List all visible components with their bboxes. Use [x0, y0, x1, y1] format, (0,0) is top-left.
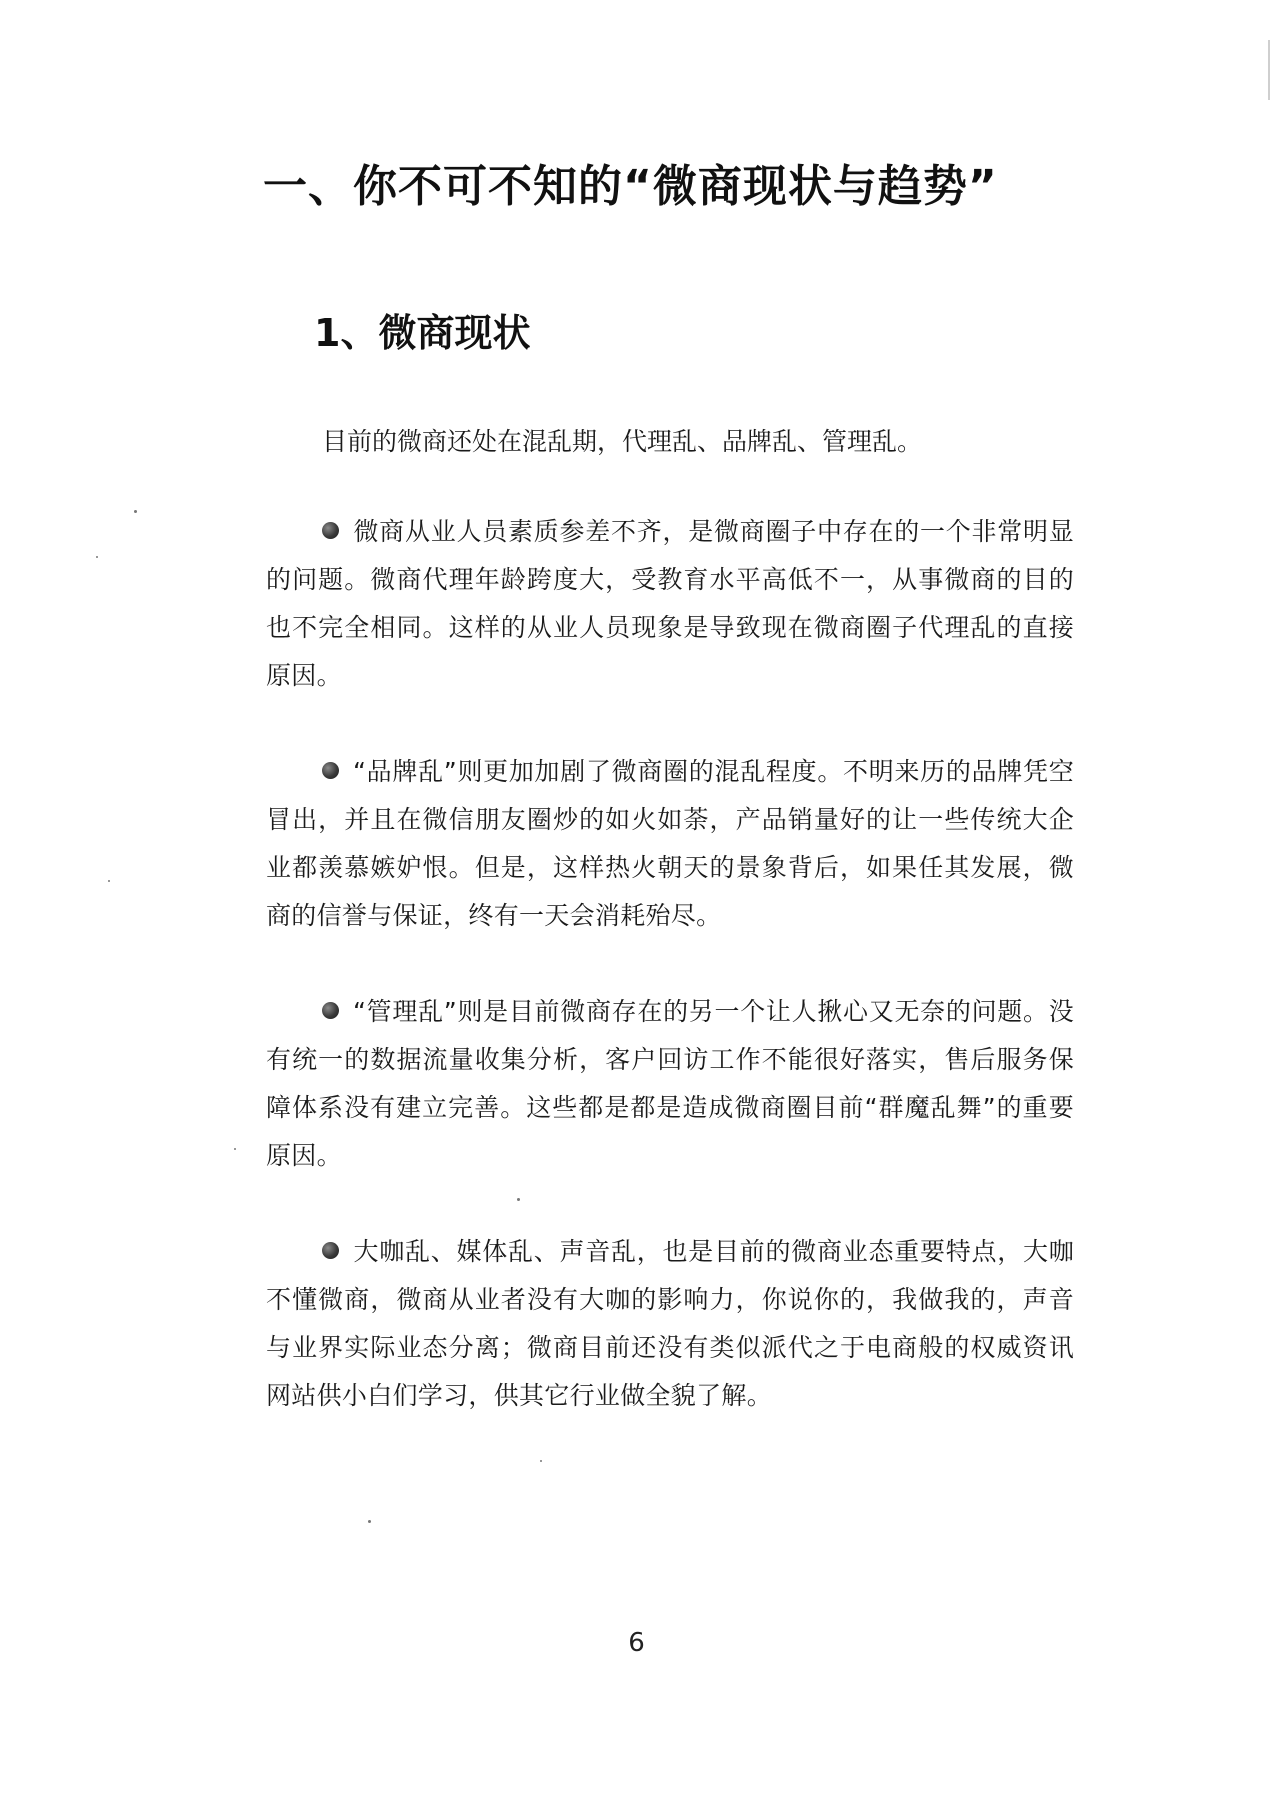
bullet-paragraph: [266, 1228, 1074, 1420]
scan-speck: [96, 556, 98, 558]
paragraph-text: 大咖乱、媒体乱、声音乱，也是目前的微商业态重要特点，大咖不懂微商，微商从业者没有大咖的影响力，你说你的，我做我的，声音与业界实际业态分离；微商目前还没有类似派代之于电商般的权威资讯网站供小白们学习，供其它行业做全貌了解。: [266, 1237, 1074, 1410]
intro-paragraph: 目前的微商还处在混乱期，代理乱、品牌乱、管理乱。: [322, 427, 923, 456]
bullet-dot-icon: [322, 762, 339, 779]
bullet-paragraph: [266, 748, 1074, 940]
scan-speck: [540, 1460, 542, 1462]
scan-speck: [108, 880, 110, 882]
scan-speck: [517, 1198, 520, 1201]
paragraph-text: “品牌乱”则更加加剧了微商圈的混乱程度。不明来历的品牌凭空冒出，并且在微信朋友圈炒的如火如荼，产品销量好的让一些传统大企业都羡慕嫉妒恨。但是，这样热火朝天的景象背后，如果任其发展，微商的信誉与保证，终有一天会消耗殆尽。: [266, 757, 1074, 930]
scan-speck: [234, 1148, 236, 1150]
page-number: 6: [628, 1628, 645, 1658]
bullet-dot-icon: [322, 1242, 339, 1259]
page-heading: 一、你不可不知的“微商现状与趋势”: [263, 161, 998, 212]
paragraph-text: “管理乱”则是目前微商存在的另一个让人揪心又无奈的问题。没有统一的数据流量收集分析，客户回访工作不能很好落实，售后服务保障体系没有建立完善。这些都是都是造成微商圈目前“群魔乱舞”的重要原因。: [266, 997, 1074, 1170]
paragraph-text: 微商从业人员素质参差不齐，是微商圈子中存在的一个非常明显的问题。微商代理年龄跨度大，受教育水平高低不一，从事微商的目的也不完全相同。这样的从业人员现象是导致现在微商圈子代理乱的直接原因。: [266, 517, 1074, 690]
scan-speck: [1268, 40, 1270, 100]
scan-speck: [134, 510, 137, 513]
bullet-dot-icon: [322, 522, 339, 539]
section-heading: 1、微商现状: [314, 311, 531, 355]
bullet-dot-icon: [322, 1002, 339, 1019]
scan-speck: [368, 1520, 371, 1523]
bullet-paragraph: [266, 988, 1074, 1180]
bullet-paragraph: [266, 508, 1074, 700]
